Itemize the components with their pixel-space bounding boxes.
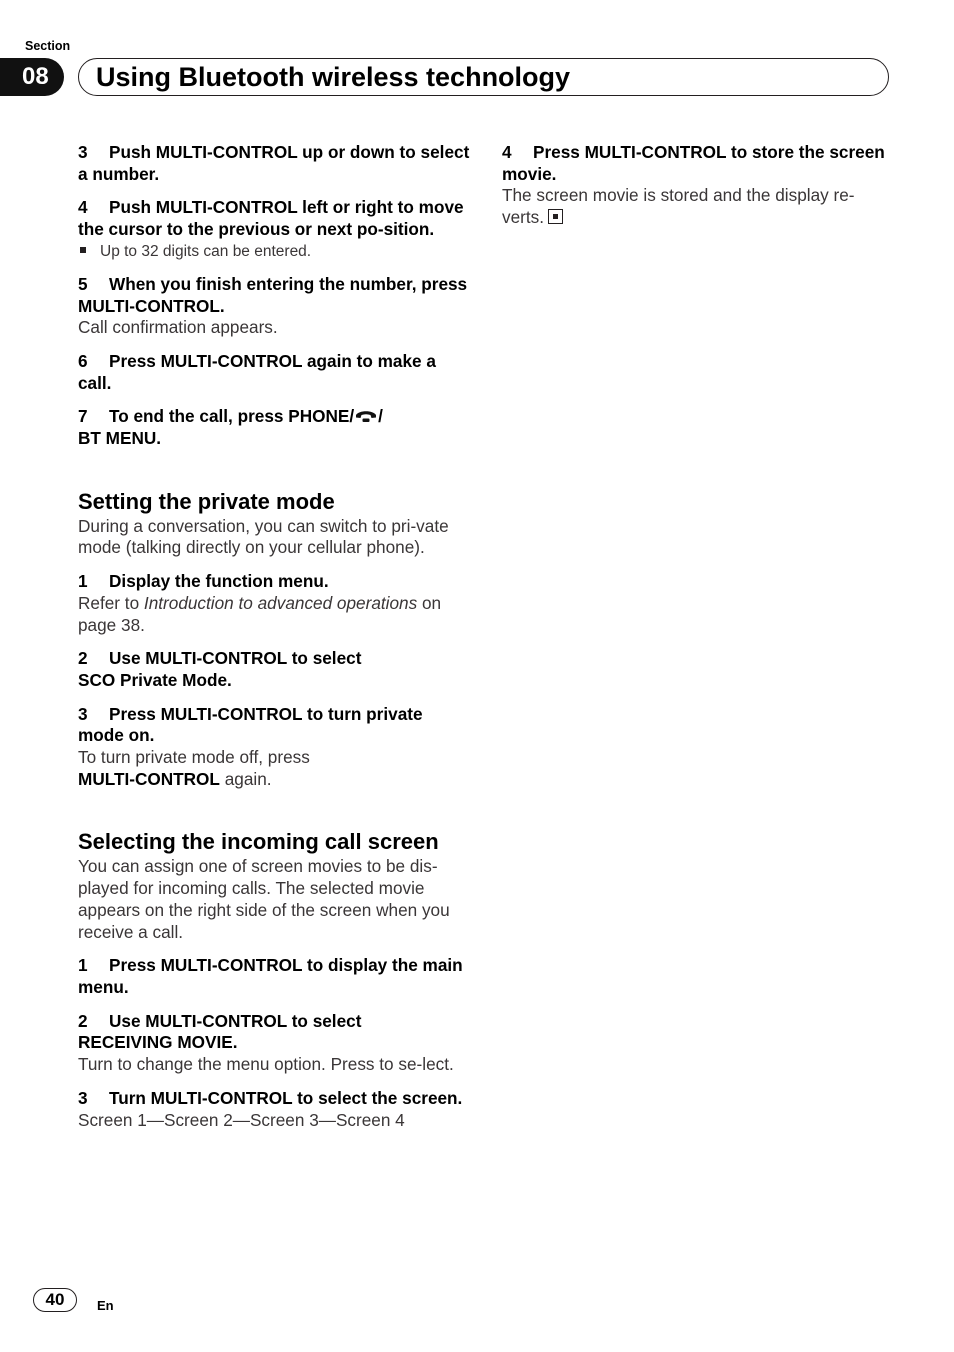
body-text-part: on page 38. bbox=[78, 592, 442, 635]
left-column bbox=[78, 142, 470, 1131]
step-text-slash: / bbox=[378, 406, 383, 427]
section-label: Section bbox=[25, 39, 71, 53]
incoming-step-4 bbox=[502, 142, 887, 185]
step-number: 5 bbox=[78, 273, 88, 294]
section-number-badge: 08 bbox=[0, 58, 64, 96]
right-column bbox=[502, 142, 887, 229]
incoming-step-3 bbox=[78, 1088, 470, 1110]
heading-private-mode: Setting the private mode bbox=[78, 488, 335, 514]
step-text: Press MULTI-CONTROL again to make a call. bbox=[78, 350, 436, 393]
step-text: Press MULTI-CONTROL to store the screen movie. bbox=[502, 142, 885, 184]
step-5-finish-number bbox=[78, 274, 470, 317]
step-number: 7 bbox=[78, 406, 88, 427]
step-number: 4 bbox=[502, 142, 512, 162]
private-step-3 bbox=[78, 704, 470, 747]
step-text-option: RECEIVING MOVIE. bbox=[78, 1032, 238, 1053]
step-text: Push MULTI-CONTROL up or down to select a number. bbox=[78, 142, 470, 184]
step-number: 3 bbox=[78, 142, 88, 162]
step-text: Use MULTI-CONTROL to select bbox=[109, 1010, 362, 1031]
end-of-section-icon bbox=[548, 209, 563, 224]
phone-handset-icon bbox=[355, 409, 377, 423]
step-text-option: SCO Private Mode. bbox=[78, 669, 232, 690]
step-text: When you finish entering the number, press MULTI-CONTROL. bbox=[78, 273, 468, 316]
square-bullet-icon bbox=[80, 247, 86, 253]
language-label: En bbox=[97, 1298, 114, 1313]
step-number: 6 bbox=[78, 350, 88, 371]
cross-reference: Introduction to advanced operations bbox=[143, 592, 418, 613]
body-text-part: To turn private mode off, press bbox=[78, 747, 310, 768]
body-text-part: The screen movie is stored and the display re-verts. bbox=[502, 185, 855, 228]
private-step-1-body bbox=[78, 593, 470, 636]
incoming-step-1 bbox=[78, 955, 470, 998]
step-text: To end the call, press PHONE/ bbox=[109, 406, 355, 427]
incoming-intro: You can assign one of screen movies to be dis-played for incoming calls. The selected movie appears on the right side of the screen when you receive a call. bbox=[78, 856, 450, 942]
incoming-step-3-body: Screen 1—Screen 2—Screen 3—Screen 4 bbox=[78, 1109, 405, 1130]
step-3-enter-number bbox=[78, 142, 470, 185]
body-text-part: Refer to bbox=[78, 592, 144, 613]
note-text: Up to 32 digits can be entered. bbox=[100, 242, 312, 260]
step-number: 4 bbox=[78, 197, 88, 218]
page-title: Using Bluetooth wireless technology bbox=[96, 62, 571, 92]
step-number: 3 bbox=[78, 703, 88, 724]
step-text: Use MULTI-CONTROL to select bbox=[109, 648, 362, 669]
step-5-body: Call confirmation appears. bbox=[78, 317, 278, 338]
heading-incoming-call-screen: Selecting the incoming call screen bbox=[78, 829, 439, 855]
step-text: Push MULTI-CONTROL left or right to move the cursor to the previous or next po-sition. bbox=[78, 197, 464, 240]
incoming-step-2 bbox=[78, 1011, 470, 1054]
step-text-menu: BT MENU. bbox=[78, 428, 162, 449]
private-mode-intro: During a conversation, you can switch to pri-vate mode (talking directly on your cellular phone). bbox=[78, 515, 449, 558]
incoming-step-2-body: Turn to change the menu option. Press to se-lect. bbox=[78, 1054, 454, 1075]
step-text: Press MULTI-CONTROL to display the main menu. bbox=[78, 955, 463, 997]
body-text-bold: MULTI-CONTROL bbox=[78, 768, 220, 789]
step-number: 3 bbox=[78, 1087, 88, 1108]
step-text: Turn MULTI-CONTROL to select the screen. bbox=[109, 1087, 463, 1108]
step-text: Display the function menu. bbox=[109, 571, 329, 592]
step-number: 1 bbox=[78, 955, 88, 976]
private-step-1 bbox=[78, 571, 470, 593]
private-step-2 bbox=[78, 648, 470, 691]
step-number: 2 bbox=[78, 1010, 88, 1031]
step-number: 2 bbox=[78, 648, 88, 669]
body-text-part: again. bbox=[219, 768, 272, 789]
incoming-step-4-body bbox=[502, 185, 887, 228]
note-digit-limit bbox=[80, 241, 470, 262]
step-4-move-cursor bbox=[78, 197, 470, 240]
step-text: Press MULTI-CONTROL to turn private mode on. bbox=[78, 703, 423, 746]
private-step-3-body bbox=[78, 747, 470, 790]
step-number: 1 bbox=[78, 571, 88, 592]
step-7-end-call bbox=[78, 406, 470, 449]
page-number: 40 bbox=[33, 1288, 77, 1312]
step-6-make-call bbox=[78, 351, 470, 394]
